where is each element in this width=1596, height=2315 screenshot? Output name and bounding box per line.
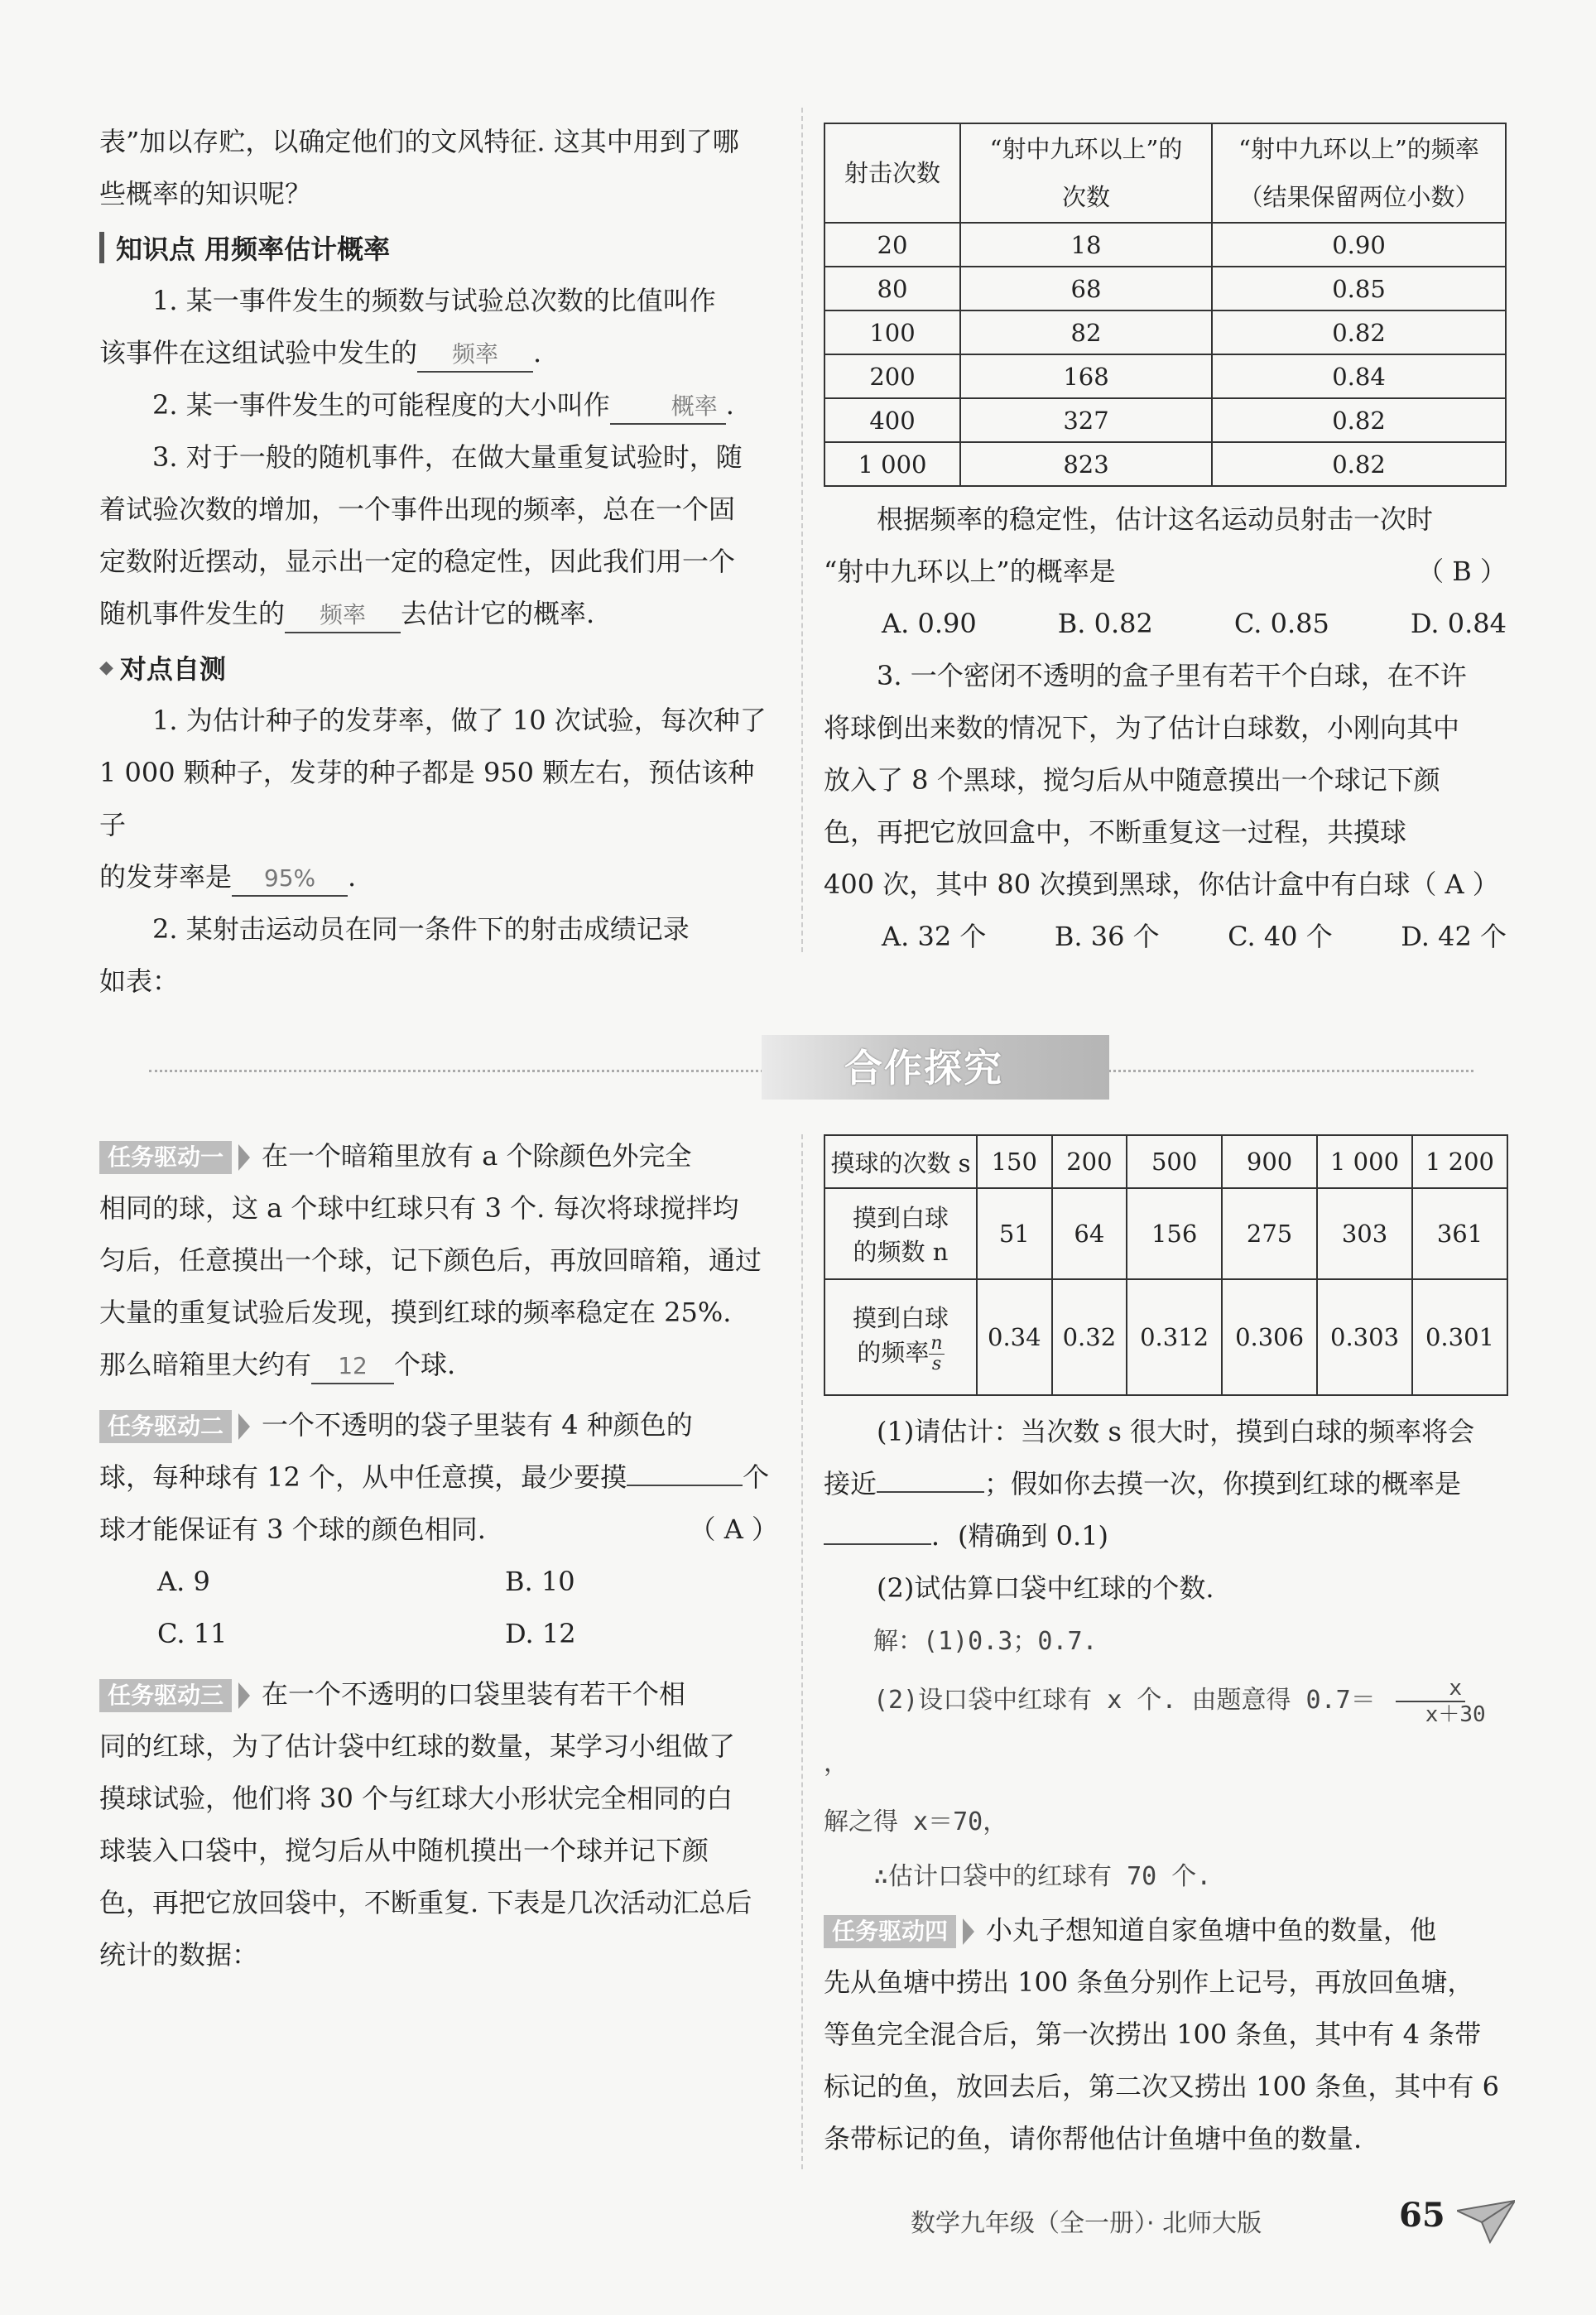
table-cell: 51 [977,1188,1052,1279]
table-cell: 303 [1317,1188,1412,1279]
text: 摸到白球 [852,1204,949,1232]
intro-line: 些概率的知识呢？ [99,178,312,209]
text: 的频率 [857,1338,930,1367]
option: A. 9 [157,1566,210,1597]
option: D. 12 [505,1618,576,1649]
text: “射中九环以上”的概率是 [824,556,1116,587]
text: “射中九环以上”的 [989,135,1183,163]
answer-blank [877,1491,984,1493]
option: D. 42 个 [1401,921,1507,952]
diamond-icon: ◆ [99,657,113,678]
task1-line [99,1130,778,1182]
task2-line [99,1451,778,1504]
table-cell: 200 [824,354,960,398]
table-cell: 0.32 [1052,1279,1127,1395]
task3-line: 统计的数据： [99,1939,259,1971]
table-cell: 156 [1127,1188,1222,1279]
top-right-column [824,123,1507,963]
text: (2)设口袋中红球有 x 个. 由题意得 0.7＝ [873,1686,1376,1715]
table-cell: 0.85 [1212,267,1506,310]
table-row [824,310,1506,354]
text: 2. 某一事件发生的可能程度的大小叫作 [152,389,610,421]
task3-q1: (1)请估计：当次数 s 很大时，摸到白球的频率将会 [877,1416,1475,1447]
table-cell: 0.306 [1222,1279,1317,1395]
header-bar-icon [99,232,104,263]
solution-line: 解：(1)0.3；0.7. [873,1627,1098,1656]
q3-stem-cont: 400 次，其中 80 次摸到黑球，你估计盒中有白球（ A ） [824,869,1499,900]
table-row [824,223,1506,267]
row-label [824,1279,977,1395]
table-cell: 1 200 [1412,1135,1507,1188]
q3-options [824,911,1507,963]
task3-line: 色，再把它放回袋中，不断重复. 下表是几次活动汇总后 [99,1887,752,1918]
task1-line: 匀后，任意摸出一个球，记下颜色后，再放回暗箱，通过 [99,1244,762,1276]
text: 一个不透明的袋子里装有 4 种颜色的 [262,1409,693,1441]
table-row [824,354,1506,398]
text: 在一个暗箱里放有 a 个除颜色外完全 [262,1140,692,1172]
paper-plane-icon [1457,2194,1515,2244]
answer-blank: 概率 [610,390,726,425]
fraction [1376,1676,1486,1727]
task3-q2: (2)试估算口袋中红球的个数. [877,1572,1214,1604]
table-row [824,442,1506,486]
text: 个球. [394,1349,456,1380]
table-cell: 18 [960,223,1212,267]
numerator: n [930,1333,943,1354]
task3-line: 摸球试验，他们将 30 个与红球大小形状完全相同的白 [99,1783,733,1814]
table-cell: 200 [1052,1135,1127,1188]
text: 球，每种球有 12 个，从中任意摸，最少要摸 [99,1461,627,1493]
table-cell: 0.82 [1212,398,1506,442]
numerator: x [1396,1676,1465,1702]
header-cell: 射击次数 [824,123,960,223]
row-label: 摸球的次数 s [824,1135,977,1188]
q3-stem-cont: 放入了 8 个黑球，搅匀后从中随意摸出一个球记下颜 [824,764,1440,796]
table-cell: 0.82 [1212,442,1506,486]
task3-q1-cont [824,1510,1508,1562]
task4-line: 先从鱼塘中捞出 100 条鱼分别作上记号，再放回鱼塘， [824,1966,1474,1998]
footer-text: 数学九年级（全一册）· 北师大版 [911,2209,1262,2238]
answer-blank: 频率 [285,599,401,633]
option: D. 0.84 [1410,608,1507,639]
table-cell: 100 [824,310,960,354]
option: B. 36 个 [1054,921,1160,952]
table-cell: 900 [1222,1135,1317,1188]
table-cell: 20 [824,223,960,267]
table-cell: 0.34 [977,1279,1052,1395]
knowledge-item-3: 3. 对于一般的随机事件，在做大量重复试验时，随 [152,441,743,473]
text: 次数 [1061,183,1110,211]
denominator: s [931,1354,942,1374]
self-test-q1-cont: 1 000 颗种子，发芽的种子都是 950 颗左右，预估该种子 [99,757,755,840]
self-test-label: 对点自测 [119,653,226,685]
option: C. 11 [157,1618,228,1649]
ball-table [824,1134,1508,1396]
solution-line [824,1669,1508,1795]
task4-line: 等鱼完全混合后，第一次捞出 100 条鱼，其中有 4 条带 [824,2019,1482,2050]
option: B. 0.82 [1057,608,1153,639]
table-header-row [824,123,1506,223]
task2-label: 任务驱动二 [99,1410,232,1443]
task2-line [99,1504,778,1556]
text: 去估计它的概率. [401,598,595,629]
table-row [824,1135,1507,1188]
answer-blank: 频率 [417,338,533,373]
knowledge-item-1-cont: 该事件在这组试验中发生的 频率 . [99,327,778,379]
option: C. 0.85 [1233,608,1329,639]
table-cell: 68 [960,267,1212,310]
answer-blank: 95% [232,862,348,897]
text: ．(精确到 0.1) [931,1520,1109,1552]
option: B. 10 [505,1566,575,1597]
knowledge-item-2: 2. 某一事件发生的可能程度的大小叫作 概率 . [99,379,778,431]
text: 接近 [824,1468,877,1499]
table-row [824,1279,1507,1395]
option: A. 0.90 [882,608,977,639]
solution-line: 解之得 x＝70， [824,1807,1008,1836]
table-cell: 0.84 [1212,354,1506,398]
table-cell: 0.90 [1212,223,1506,267]
text: 小丸子想知道自家鱼塘中鱼的数量，他 [986,1914,1437,1946]
bottom-right-column [824,1134,1508,2165]
knowledge-item-3-cont: 定数附近摆动，显示出一定的稳定性，因此我们用一个 [99,546,736,577]
table-cell: 80 [824,267,960,310]
text: 在一个不透明的口袋里装有若干个相 [262,1678,686,1710]
table-cell: 1 000 [824,442,960,486]
section-title: 合作探究 [844,1046,1003,1090]
table-cell: 400 [824,398,960,442]
q2-options [824,598,1507,650]
answer-blank: 12 [311,1350,394,1384]
text: （结果保留两位小数） [1238,183,1479,211]
section-banner [99,1018,1473,1101]
column-divider [801,108,803,952]
knowledge-header [99,225,778,270]
denominator: x＋30 [1425,1701,1486,1727]
table-cell: 0.82 [1212,310,1506,354]
task2-options [99,1556,778,1660]
table-cell: 1 000 [1317,1135,1412,1188]
text: 个 [743,1461,770,1493]
header-cell [1212,123,1506,223]
table-cell: 168 [960,354,1212,398]
bottom-left-column [99,1130,778,1981]
text: 的频数 n [853,1238,949,1266]
table-row [824,398,1506,442]
text: 的发芽率是 [99,861,233,893]
task1-line: 大量的重复试验后发现，摸到红球的频率稳定在 25%. [99,1297,732,1328]
task3-line: 球装入口袋中，搅匀后从中随机摸出一个球并记下颜 [99,1835,709,1866]
intro-line: 表”加以存贮，以确定他们的文风特征. 这其中用到了哪 [99,126,739,157]
text: “射中九环以上”的频率 [1238,135,1479,163]
table-cell: 0.301 [1412,1279,1507,1395]
q3-stem: 3. 一个密闭不透明的盒子里有若干个白球，在不许 [877,660,1467,691]
table-row [824,1188,1507,1279]
table-cell: 500 [1127,1135,1222,1188]
option: A. 32 个 [882,921,987,952]
table-cell: 64 [1052,1188,1127,1279]
text: 摸到白球 [852,1304,949,1332]
text-with-fraction [826,1334,975,1374]
task4-line: 条带标记的鱼，请你帮他估计鱼塘中鱼的数量. [824,2123,1363,2154]
table-cell: 275 [1222,1188,1317,1279]
solution-line: ∴估计口袋中的红球有 70 个. [873,1862,1212,1891]
table-cell: 0.303 [1317,1279,1412,1395]
header-cell [960,123,1212,223]
knowledge-item-1: 1. 某一事件发生的频数与试验总次数的比值叫作 [152,285,716,316]
text: 该事件在这组试验中发生的 [99,337,418,368]
option: C. 40 个 [1228,921,1333,952]
table-cell: 82 [960,310,1212,354]
table-cell: 150 [977,1135,1052,1188]
self-test-header [99,645,778,690]
fraction [929,1334,944,1374]
answer-blank [824,1543,931,1545]
task4-line: 标记的鱼，放回去后，第二次又捞出 100 条鱼，其中有 6 [824,2071,1499,2102]
table-row [824,267,1506,310]
answer-blank [627,1485,743,1486]
page-number: 65 [1399,2196,1445,2235]
task1-line [99,1339,778,1391]
task1-label: 任务驱动一 [99,1141,232,1174]
text: 球才能保证有 3 个球的颜色相同. [99,1514,486,1545]
row-label [824,1188,977,1279]
q2-stem: 根据频率的稳定性，估计这名运动员射击一次时 [877,503,1434,535]
task3-q1-cont [824,1458,1508,1510]
shooting-table [824,123,1507,487]
text: 随机事件发生的 [99,598,286,629]
self-test-q1-cont: 的发芽率是 95% . [99,851,778,903]
task2-answer: （ A ） [689,1514,778,1545]
task1-line: 相同的球，这 a 个球中红球只有 3 个. 每次将球搅拌均 [99,1192,739,1224]
table-cell: 823 [960,442,1212,486]
text: ， [824,1749,848,1778]
self-test-q2-cont: 如表： [99,965,180,997]
table-cell: 327 [960,398,1212,442]
self-test-q2: 2. 某射击运动员在同一条件下的射击成绩记录 [152,913,690,945]
task4-label: 任务驱动四 [824,1915,956,1948]
table-cell: 0.312 [1127,1279,1222,1395]
knowledge-item-3-cont: 着试验次数的增加，一个事件出现的频率，总在一个固 [99,493,736,525]
table-cell: 361 [1412,1188,1507,1279]
task4-line [824,1904,1508,1956]
task2-line [99,1399,778,1451]
self-test-q1: 1. 为估计种子的发芽率，做了 10 次试验，每次种了 [152,705,767,736]
top-left-column [99,116,778,1008]
knowledge-label: 知识点 用频率估计概率 [116,233,391,265]
knowledge-item-3-cont [99,588,778,640]
text: 那么暗箱里大约有 [99,1349,312,1380]
q3-stem-cont: 将球倒出来数的情况下，为了估计白球数，小刚向其中 [824,712,1460,744]
task3-line: 同的红球，为了估计袋中红球的数量，某学习小组做了 [99,1730,736,1762]
text: ；假如你去摸一次，你摸到红球的概率是 [984,1468,1462,1499]
q2-stem-cont [824,546,1507,598]
q2-answer: （ B ） [1417,556,1507,587]
task3-label: 任务驱动三 [99,1679,232,1712]
q3-stem-cont: 色，再把它放回盒中，不断重复这一过程，共摸球 [824,816,1407,848]
task3-line [99,1668,778,1721]
